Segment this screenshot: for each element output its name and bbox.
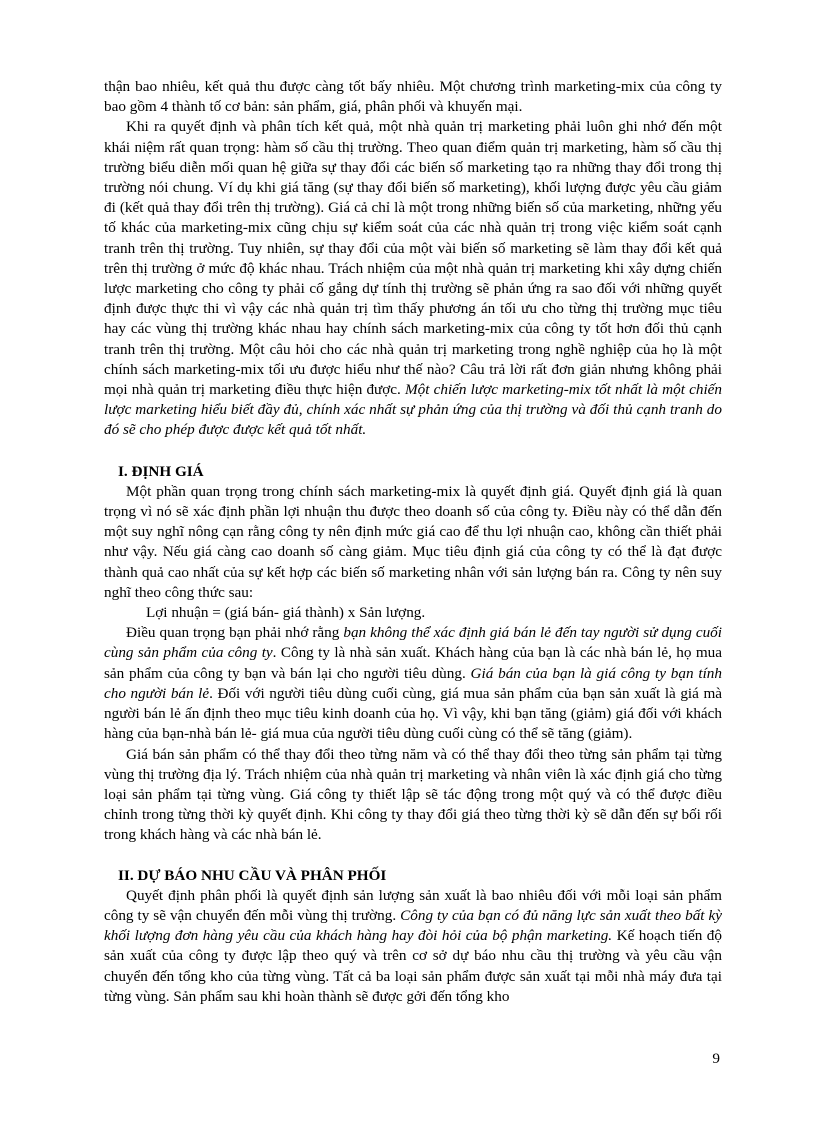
profit-formula: Lợi nhuận = (giá bán- giá thành) x Sản lượng. xyxy=(146,604,426,622)
page-number: 9 xyxy=(712,1050,720,1067)
paragraph-retail-price xyxy=(104,623,722,744)
paragraph-market-demand xyxy=(104,117,722,440)
paragraph-intro: thận bao nhiêu, kết quả thu được càng tốt bấy nhiêu. Một chương trình marketing-mix của công ty bao gồm 4 thành tố cơ bản: sản phẩm, giá, phân phối và khuyến mại. xyxy=(104,78,722,116)
retail-price-italic-1: bạn không thể xác định giá bán lẻ đến tay người sử dụng cuối cùng sản phẩm của công ty xyxy=(104,624,722,662)
paragraph-price-changes: Giá bán sản phẩm có thể thay đổi theo từng năm và có thể thay đổi theo từng sản phẩm tại từng vùng thị trường địa lý. Trách nhiệm của nhà quản trị marketing và nhân viên là xác định giá cho từng loại sản phẩm tại từng vùng. Giá công ty thiết lập sẽ tác động trong một quý và có thể được điều chỉnh trong từng thời kỳ quyết định. Khi công ty thay đổi giá theo từng thời kỳ sẽ dẫn đến sự bối rối trong khách hàng và các nhà bán lẻ. xyxy=(104,745,722,844)
distribution-italic: Công ty của bạn có đủ năng lực sản xuất theo bất kỳ khối lượng đơn hàng yêu cầu của khách hàng hay đòi hỏi của bộ phận marketing. xyxy=(104,906,722,945)
distribution-text-1: Quyết định phân phối là quyết định sản lượng sản xuất là bao nhiêu đối với mỗi loại sản phẩm công ty sẽ vận chuyển đến mỗi vùng thị trường. xyxy=(104,886,722,924)
paragraph-pricing: Một phần quan trọng trong chính sách marketing-mix là quyết định giá. Quyết định giá là quan trọng vì nó sẽ xác định phần lợi nhuận thu được theo doanh số của công ty. Điều này có thể dẫn đến một suy nghĩ nông cạn rằng công ty nên định mức giá cao để thu lợi nhuận cao, không cần thiết phải như vậy. Nếu giá càng cao doanh số càng giảm. Mục tiêu định giá của công ty có thể là đạt được thành quả cao nhất của sự kết hợp các biến số marketing nhân với sản lượng bán ra. Công ty nên suy nghĩ theo công thức sau: xyxy=(104,482,722,601)
retail-price-text-2: . Công ty là nhà sản xuất. Khách hàng của bạn là các nhà bán lẻ, họ mua sản phẩm của công ty bạn và bán lại cho người tiêu dùng. xyxy=(104,644,722,682)
page-body xyxy=(104,77,722,1007)
retail-price-text-1: Điều quan trọng bạn phải nhớ rằng xyxy=(126,624,344,642)
paragraph-market-demand-text: Khi ra quyết định và phân tích kết quả, một nhà quản trị marketing phải luôn ghi nhớ đến một khái niệm rất quan trọng: hàm số cầu thị trường. Theo quan điểm quản trị marketing, hàm số cầu thị trường biểu diễn mối quan hệ giữa sự thay đổi các biến số marketing tạo ra những thay đổi trong thị trường nói chung. Ví dụ khi giá tăng (sự thay đổi biến số marketing), khối lượng được yêu cầu giảm đi (kết quả thay đổi trên thị trường). Giá cả chỉ là một trong những biến số của marketing, những yếu tố khác của marketing-mix cũng chịu sự kiểm soát của các nhà quản trị trong việc kiểm soát cạnh tranh trên thị trường. Tuy nhiên, sự thay đổi của một vài biến số marketing sẽ làm thay đổi kết quả trên thị trường ở mức độ khác nhau. Trách nhiệm của một nhà quản trị marketing khi xây dựng chiến lược marketing cho công ty phải cố gắng dự tính thị trường sẽ phản ứng ra sao đối với những quyết định được thực thi vì vậy các nhà quản trị tìm thấy phương án tối ưu cho từng thị trường mục tiêu hay các vùng thị trường khác nhau hay chính sách marketing-mix của công ty tốt hơn đối thủ cạnh tranh trên thị trường. Một câu hỏi cho các nhà quản trị marketing trong nghề nghiệp của họ là một chính sách marketing-mix tối ưu được hiểu như thế nào? Câu trả lời rất đơn giản nhưng không phải mọi nhà quản trị marketing điều thực hiện được. xyxy=(104,118,722,399)
section-heading-pricing: I. ĐỊNH GIÁ xyxy=(118,462,204,480)
paragraph-distribution xyxy=(104,886,722,1007)
distribution-text-2: Kế hoạch tiến độ sản xuất của công ty được lập theo quý và trên cơ sở dự báo nhu cầu thị trường và yêu cầu vận chuyển đến tổng kho của từng vùng. Tất cả ba loại sản phẩm được sản xuất tại mỗi nhà máy đưa tại từng vùng. Sản phẩm sau khi hoàn thành sẽ được gởi đến tổng kho xyxy=(104,927,722,1005)
paragraph-market-demand-italic: Một chiến lược marketing-mix tốt nhất là một chiến lược marketing hiểu biết đầy đủ, chính xác nhất sự phản ứng của thị trường và đối thủ cạnh tranh do đó sẽ cho phép được được kết quả tốt nhất. xyxy=(104,381,723,439)
section-heading-forecast: II. DỰ BÁO NHU CẦU VÀ PHÂN PHỐI xyxy=(118,866,387,884)
retail-price-text-3: . Đối với người tiêu dùng cuối cùng, giá mua sản phẩm của bạn sản xuất là giá mà người bán lẻ ấn định theo mục tiêu kinh doanh của họ. Vì vậy, khi bạn tăng (giảm) giá đối với khách hàng của bạn-nhà bán lẻ- giá mua của người tiêu dùng cuối cùng có thể sẽ tăng (giảm). xyxy=(104,684,722,743)
retail-price-italic-2: Giá bán của bạn là giá công ty bạn tính cho người bán lẻ xyxy=(104,664,722,702)
